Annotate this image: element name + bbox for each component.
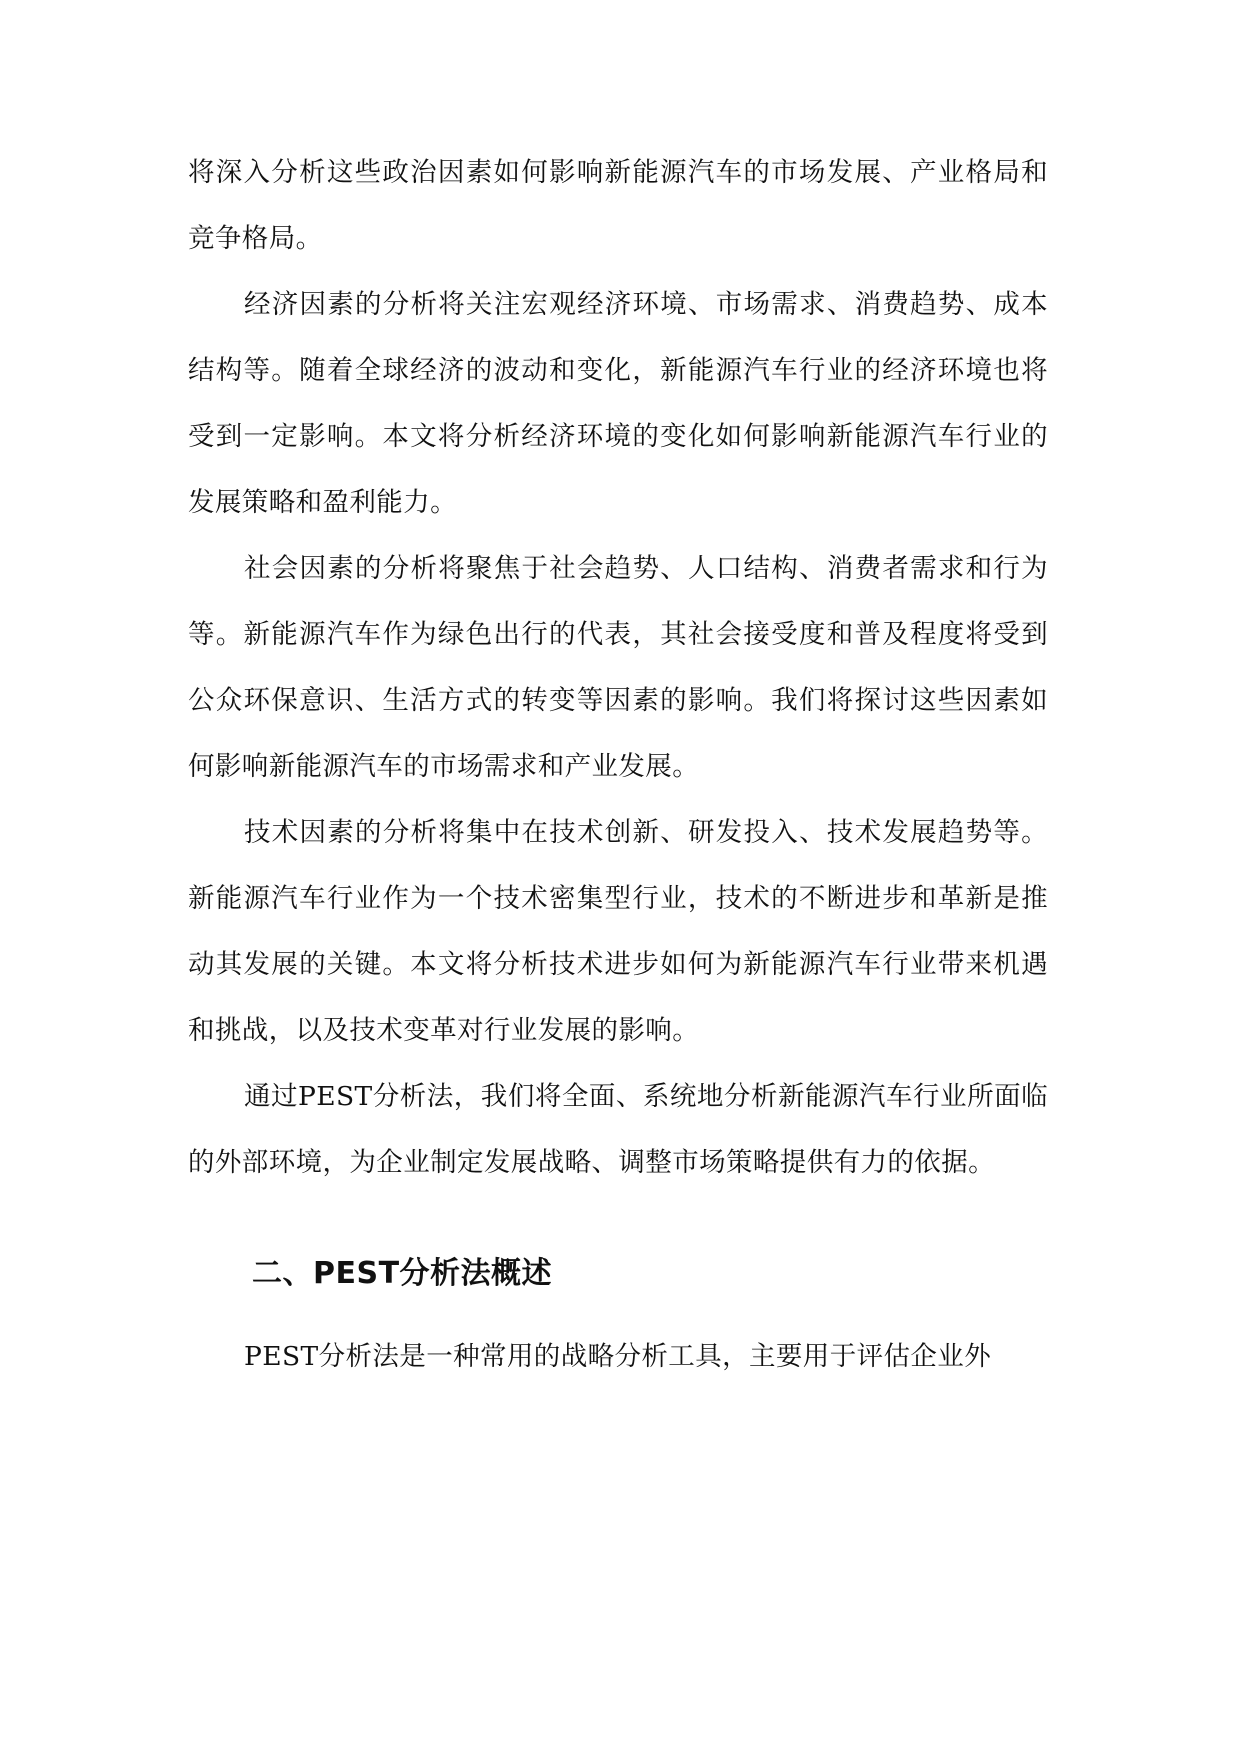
paragraph-social-factors: 社会因素的分析将聚焦于社会趋势、人口结构、消费者需求和行为等。新能源汽车作为绿色出行的代表，其社会接受度和普及程度将受到公众环保意识、生活方式的转变等因素的影响。我们将探讨这些因素如何影响新能源汽车的市场需求和产业发展。 <box>188 553 1048 782</box>
paragraph-technological-factors: 技术因素的分析将集中在技术创新、研发投入、技术发展趋势等。新能源汽车行业作为一个技术密集型行业，技术的不断进步和革新是推动其发展的关键。本文将分析技术进步如何为新能源汽车行业带来机遇和挑战，以及技术变革对行业发展的影响。 <box>188 817 1048 1046</box>
section-heading: 二、PEST分析法概述 <box>252 1256 553 1291</box>
paragraph-political-continued: 将深入分析这些政治因素如何影响新能源汽车的市场发展、产业格局和竞争格局。 <box>188 157 1048 254</box>
paragraph-pest-summary: 通过PEST分析法，我们将全面、系统地分析新能源汽车行业所面临的外部环境，为企业制定发展战略、调整市场策略提供有力的依据。 <box>188 1081 1048 1178</box>
paragraph-pest-overview: PEST分析法是一种常用的战略分析工具，主要用于评估企业外 <box>244 1341 992 1372</box>
paragraph-economic-factors: 经济因素的分析将关注宏观经济环境、市场需求、消费趋势、成本结构等。随着全球经济的波动和变化，新能源汽车行业的经济环境也将受到一定影响。本文将分析经济环境的变化如何影响新能源汽车行业的发展策略和盈利能力。 <box>188 289 1048 518</box>
document-body <box>188 140 1048 1390</box>
